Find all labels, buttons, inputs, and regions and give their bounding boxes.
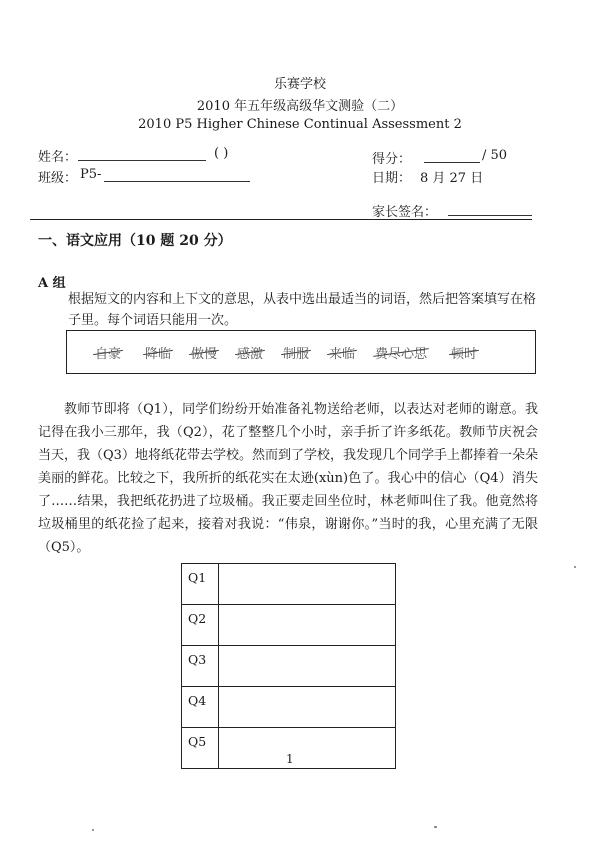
class-label: 班级： xyxy=(38,171,78,186)
answer-table xyxy=(181,563,396,769)
table-row xyxy=(182,646,396,687)
test-title-chinese: 2010 年五年级高级华文测验（二） xyxy=(196,99,404,114)
table-row xyxy=(182,687,396,728)
word-bank-item: 感激 xyxy=(237,347,264,362)
answer-cell[interactable] xyxy=(219,687,396,728)
name-field[interactable] xyxy=(78,160,206,161)
scan-speck xyxy=(92,829,94,831)
word-bank-item: 傲慢 xyxy=(191,347,218,362)
word-bank-box xyxy=(66,330,536,374)
date-label: 日期： xyxy=(372,171,412,186)
question-label: Q1 xyxy=(182,564,219,605)
score-label: 得分： xyxy=(372,152,412,167)
test-title-english: 2010 P5 Higher Chinese Continual Assessment 2 xyxy=(138,117,462,132)
header-divider xyxy=(30,219,532,220)
question-label: Q3 xyxy=(182,646,219,687)
question-label: Q2 xyxy=(182,605,219,646)
table-row xyxy=(182,564,396,605)
answer-cell[interactable] xyxy=(219,605,396,646)
scan-speck xyxy=(434,826,437,828)
word-bank-item: 降临 xyxy=(145,347,172,362)
question-label: Q4 xyxy=(182,687,219,728)
question-label: Q5 xyxy=(182,728,219,769)
class-field[interactable] xyxy=(104,181,250,182)
school-name: 乐赛学校 xyxy=(273,77,326,92)
group-a-instruction: 根据短文的内容和上下文的意思，从表中选出最适当的词语，然后把答案填写在格子里。每个词语只能用一次。 xyxy=(68,292,537,328)
index-number-paren: ( ) xyxy=(214,146,229,161)
answer-cell[interactable] xyxy=(219,646,396,687)
word-bank-item: 自豪 xyxy=(95,347,122,362)
page-number: 1 xyxy=(286,752,294,766)
table-row xyxy=(182,605,396,646)
word-bank-item: 来临 xyxy=(329,347,356,362)
section-title: 一、语文应用（10 题 20 分） xyxy=(38,233,232,249)
class-value: P5- xyxy=(80,167,102,182)
parent-signature-label: 家长签名： xyxy=(372,205,438,220)
score-field[interactable] xyxy=(424,162,480,163)
name-label: 姓名： xyxy=(38,150,78,165)
answer-cell[interactable] xyxy=(219,564,396,605)
score-total: / 50 xyxy=(482,148,508,163)
word-bank-item: 制服 xyxy=(283,347,310,362)
scan-speck xyxy=(574,566,576,568)
word-bank-item: 费尽心思 xyxy=(375,347,428,362)
date-value: 8 月 27 日 xyxy=(420,171,484,186)
cloze-passage: 教师节即将（Q1），同学们纷纷开始准备礼物送给老师，以表达对老师的谢意。我记得在我小三那年，我（Q2），花了整整几个小时，亲手折了许多纸花。教师节庆祝会当天，我（Q3）地将纸花带去学校。然而到了学校，我发现几个同学手上都捧着一朵朵美丽的鲜花。比较之下，我所折的纸花实在太逊(xùn)色了。我心中的信心（Q4）消失了……结果，我把纸花扔进了垃圾桶。我正要走回坐位时，林老师叫住了我。他竟然将垃圾桶里的纸花捡了起来，接着对我说：“伟泉，谢谢你。”当时的我，心里充满了无限（Q5）。 xyxy=(38,402,538,555)
group-a-title: A 组 xyxy=(38,276,66,291)
answer-cell[interactable] xyxy=(219,728,396,769)
parent-signature-field[interactable] xyxy=(448,215,532,216)
word-bank-item: 顿时 xyxy=(451,347,478,362)
